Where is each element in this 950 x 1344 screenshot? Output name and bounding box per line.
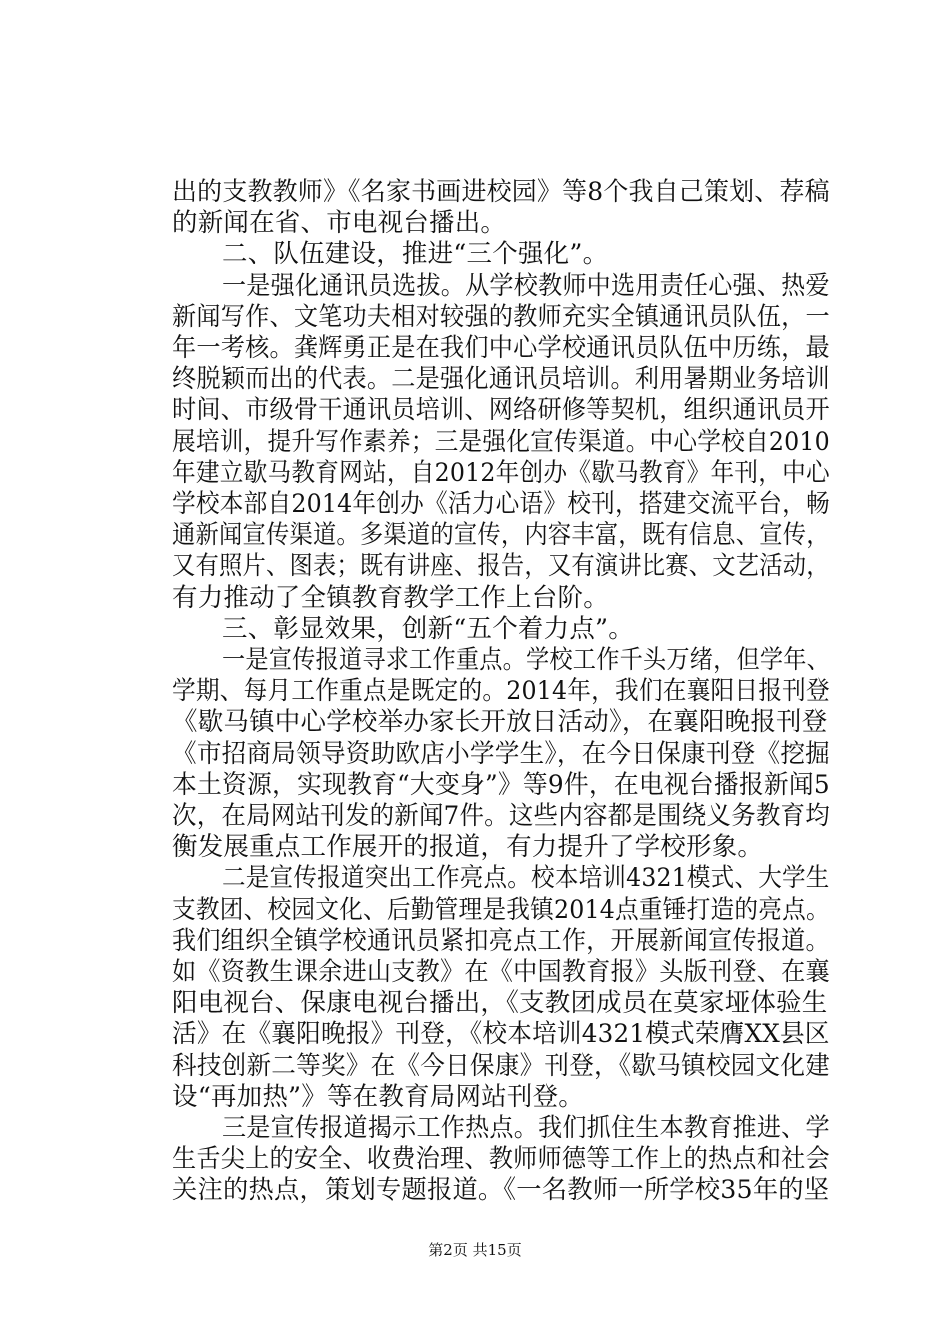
page-number-footer: 第2页 共15页 — [428, 1241, 522, 1259]
text-line: 本土资源，实现教育“大变身”》等9件，在电视台播报新闻5 — [172, 769, 830, 800]
paragraph-start: 一是宣传报道寻求工作重点。学校工作千头万绪，但学年、 — [222, 645, 831, 675]
text-line: 设“再加热”》等在教育局网站刊登。 — [172, 1081, 584, 1112]
text-line: 展培训，提升写作素养；三是强化宣传渠道。中心学校自2010 — [172, 426, 830, 457]
section-heading: 二、队伍建设，推进“三个强化”。 — [222, 239, 609, 270]
text-line: 终脱颖而出的代表。二是强化通讯员培训。利用暑期业务培训 — [172, 364, 830, 395]
text-line: 关注的热点，策划专题报道。《一名教师一所学校35年的坚 — [172, 1175, 830, 1206]
text-line: 年建立歇马教育网站，自2012年创办《歇马教育》年刊，中心 — [172, 457, 830, 488]
text-line: 我们组织全镇学校通讯员紧扣亮点工作，开展新闻宣传报道。 — [172, 925, 830, 956]
text-line: 有力推动了全镇教育教学工作上台阶。 — [172, 582, 609, 613]
text-line: 时间、市级骨干通讯员培训、网络研修等契机，组织通讯员开 — [172, 395, 830, 426]
text-line: 生舌尖上的安全、收费治理、教师师德等工作上的热点和社会 — [172, 1144, 830, 1175]
text-line: 的新闻在省、市电视台播出。 — [172, 208, 507, 239]
text-line: 《市招商局领导资助欧店小学学生》，在今日保康刊登《挖掘 — [172, 738, 830, 769]
paragraph-start: 二是宣传报道突出工作亮点。校本培训4321模式、大学生 — [222, 863, 830, 894]
text-line: 如《资教生课余进山支教》在《中国教育报》头版刊登、在襄 — [172, 957, 830, 987]
paragraph-start: 一是强化通讯员选拔。从学校教师中选用责任心强、热爱 — [222, 270, 830, 301]
text-line: 新闻写作、文笔功夫相对较强的教师充实全镇通讯员队伍，一 — [172, 301, 830, 332]
text-line: 学期、每月工作重点是既定的。2014年，我们在襄阳日报刊登 — [172, 676, 830, 707]
text-line: 年一考核。龚辉勇正是在我们中心学校通讯员队伍中历练，最 — [172, 333, 830, 363]
text-line: 通新闻宣传渠道。多渠道的宣传，内容丰富，既有信息、宣传， — [172, 520, 830, 551]
text-line: 活》在《襄阳晚报》刊登，《校本培训4321模式荣膺XX县区 — [172, 1019, 830, 1050]
text-line: 科技创新二等奖》在《今日保康》刊登，《歇马镇校园文化建 — [172, 1050, 830, 1081]
text-line: 阳电视台、保康电视台播出，《支教团成员在莫家垭体验生 — [172, 988, 828, 1019]
section-heading: 三、彰显效果，创新“五个着力点”。 — [222, 613, 634, 644]
text-line: 又有照片、图表；既有讲座、报告，又有演讲比赛、文艺活动， — [172, 551, 830, 582]
text-line: 衡发展重点工作展开的报道，有力提升了学校形象。 — [172, 832, 764, 863]
text-line: 学校本部自2014年创办《活力心语》校刊，搭建交流平台，畅 — [172, 489, 830, 519]
text-line: 出的支教教师》《名家书画进校园》等8个我自己策划、荐稿 — [172, 177, 830, 207]
text-line: 次，在局网站刊发的新闻7件。这些内容都是围绕义务教育均 — [172, 801, 830, 831]
paragraph-start: 三是宣传报道揭示工作热点。我们抓住生本教育推进、学 — [222, 1113, 830, 1143]
text-line: 支教团、校园文化、后勤管理是我镇2014点重锤打造的亮点。 — [172, 894, 830, 925]
text-line: 《歇马镇中心学校举办家长开放日活动》，在襄阳晚报刊登 — [172, 707, 828, 738]
